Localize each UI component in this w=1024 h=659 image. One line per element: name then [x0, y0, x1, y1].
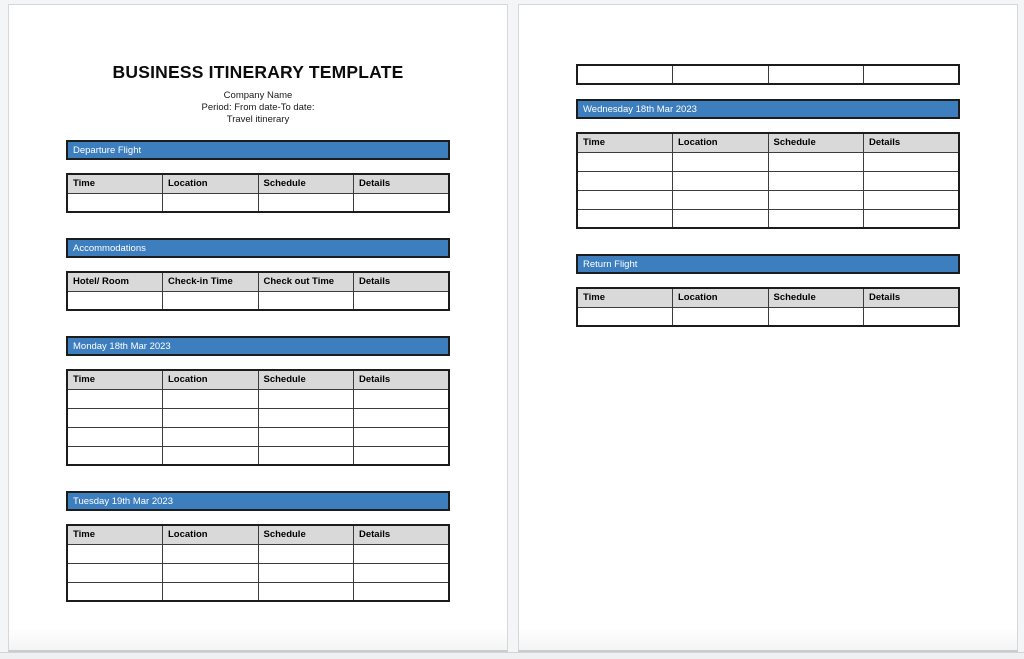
itinerary-table	[66, 369, 450, 466]
empty-cell[interactable]	[67, 446, 163, 465]
column-header: Check out Time	[258, 272, 354, 291]
column-header: Location	[673, 288, 769, 307]
column-header: Time	[67, 174, 163, 193]
column-header: Details	[864, 288, 960, 307]
column-header: Location	[163, 174, 259, 193]
empty-cell[interactable]	[768, 65, 864, 84]
empty-cell[interactable]	[577, 171, 673, 190]
empty-cell[interactable]	[67, 193, 163, 212]
empty-cell[interactable]	[258, 408, 354, 427]
document-subtitle-line: Travel itinerary	[226, 114, 290, 125]
section-header-bar	[576, 254, 960, 274]
section-header-label: Departure Flight	[73, 144, 142, 156]
table-header-row	[67, 272, 449, 291]
table-header-row	[67, 370, 449, 389]
section-header-bar	[66, 140, 450, 160]
table-row	[577, 307, 959, 326]
empty-cell[interactable]	[67, 291, 163, 310]
itinerary-section	[576, 99, 960, 229]
table-row	[67, 193, 449, 212]
empty-cell[interactable]	[258, 291, 354, 310]
empty-cell[interactable]	[577, 307, 673, 326]
section-header-label: Tuesday 19th Mar 2023	[73, 495, 173, 507]
page-1	[8, 4, 508, 652]
column-header: Details	[354, 174, 450, 193]
empty-cell[interactable]	[163, 389, 259, 408]
column-header: Time	[577, 133, 673, 152]
table-row	[67, 544, 449, 563]
column-header: Details	[864, 133, 960, 152]
empty-cell[interactable]	[163, 291, 259, 310]
column-header: Location	[673, 133, 769, 152]
empty-cell[interactable]	[354, 544, 450, 563]
itinerary-section	[66, 238, 450, 311]
column-header: Location	[163, 370, 259, 389]
column-header: Location	[163, 525, 259, 544]
section-header-bar	[576, 99, 960, 119]
page-2	[518, 4, 1018, 652]
table-header-row	[577, 133, 959, 152]
table-row	[67, 582, 449, 601]
empty-cell[interactable]	[768, 209, 864, 228]
table-row	[577, 209, 959, 228]
canvas-bottom-edge	[0, 652, 1024, 659]
table-row	[577, 152, 959, 171]
empty-cell[interactable]	[67, 582, 163, 601]
empty-cell[interactable]	[864, 190, 960, 209]
table-row	[67, 408, 449, 427]
empty-cell[interactable]	[67, 427, 163, 446]
empty-cell[interactable]	[768, 307, 864, 326]
empty-cell[interactable]	[864, 209, 960, 228]
table-header-row	[67, 525, 449, 544]
table-row	[577, 171, 959, 190]
column-header: Details	[354, 370, 450, 389]
section-header-label: Wednesday 18th Mar 2023	[583, 103, 697, 115]
empty-cell[interactable]	[768, 190, 864, 209]
empty-cell[interactable]	[258, 389, 354, 408]
empty-cell[interactable]	[673, 307, 769, 326]
column-header: Time	[67, 370, 163, 389]
section-header-bar	[66, 336, 450, 356]
column-header: Schedule	[768, 133, 864, 152]
document-header	[66, 5, 450, 126]
document-title: BUSINESS ITINERARY TEMPLATE	[112, 62, 404, 82]
empty-cell[interactable]	[258, 446, 354, 465]
section-header-label: Accommodations	[73, 242, 146, 254]
itinerary-section	[66, 491, 450, 602]
empty-cell[interactable]	[354, 427, 450, 446]
table-row	[67, 427, 449, 446]
empty-cell[interactable]	[67, 408, 163, 427]
empty-cell[interactable]	[768, 171, 864, 190]
document-subtitle-line: Period: From date-To date:	[201, 102, 315, 113]
column-header: Details	[354, 525, 450, 544]
empty-cell[interactable]	[577, 65, 673, 84]
empty-cell[interactable]	[673, 190, 769, 209]
document-subtitle-line: Company Name	[223, 90, 293, 101]
empty-cell[interactable]	[163, 427, 259, 446]
table-header-row	[577, 288, 959, 307]
empty-cell[interactable]	[258, 193, 354, 212]
column-header: Check-in Time	[163, 272, 259, 291]
column-header: Time	[67, 525, 163, 544]
continuation-table	[576, 64, 960, 85]
empty-cell[interactable]	[673, 209, 769, 228]
table-row	[577, 65, 959, 84]
table-header-row	[67, 174, 449, 193]
itinerary-table	[66, 524, 450, 602]
section-header-bar	[66, 491, 450, 511]
column-header: Schedule	[258, 174, 354, 193]
itinerary-table	[66, 271, 450, 311]
empty-cell[interactable]	[354, 408, 450, 427]
table-row	[67, 389, 449, 408]
empty-cell[interactable]	[673, 152, 769, 171]
empty-cell[interactable]	[163, 544, 259, 563]
column-header: Details	[354, 272, 450, 291]
empty-cell[interactable]	[354, 291, 450, 310]
empty-cell[interactable]	[258, 563, 354, 582]
itinerary-table	[576, 132, 960, 229]
column-header: Time	[577, 288, 673, 307]
table-row	[577, 190, 959, 209]
empty-cell[interactable]	[163, 446, 259, 465]
table-row	[67, 291, 449, 310]
empty-cell[interactable]	[354, 446, 450, 465]
section-header-bar	[66, 238, 450, 258]
empty-cell[interactable]	[577, 152, 673, 171]
column-header: Schedule	[258, 525, 354, 544]
empty-cell[interactable]	[258, 582, 354, 601]
empty-cell[interactable]	[673, 171, 769, 190]
section-header-label: Monday 18th Mar 2023	[73, 340, 171, 352]
empty-cell[interactable]	[163, 193, 259, 212]
table-row	[67, 563, 449, 582]
itinerary-section	[66, 336, 450, 466]
empty-cell[interactable]	[768, 152, 864, 171]
empty-cell[interactable]	[864, 307, 960, 326]
empty-cell[interactable]	[354, 582, 450, 601]
column-header: Hotel/ Room	[67, 272, 163, 291]
empty-cell[interactable]	[577, 190, 673, 209]
empty-cell[interactable]	[864, 152, 960, 171]
itinerary-section	[66, 140, 450, 213]
itinerary-table	[66, 173, 450, 213]
itinerary-section	[576, 254, 960, 327]
empty-cell[interactable]	[67, 389, 163, 408]
empty-cell[interactable]	[354, 389, 450, 408]
column-header: Schedule	[768, 288, 864, 307]
empty-cell[interactable]	[864, 171, 960, 190]
empty-cell[interactable]	[673, 65, 769, 84]
empty-cell[interactable]	[354, 563, 450, 582]
empty-cell[interactable]	[67, 544, 163, 563]
empty-cell[interactable]	[258, 544, 354, 563]
empty-cell[interactable]	[163, 582, 259, 601]
empty-cell[interactable]	[163, 408, 259, 427]
itinerary-table	[576, 287, 960, 327]
empty-cell[interactable]	[354, 193, 450, 212]
empty-cell[interactable]	[577, 209, 673, 228]
column-header: Schedule	[258, 370, 354, 389]
empty-cell[interactable]	[67, 563, 163, 582]
empty-cell[interactable]	[163, 563, 259, 582]
empty-cell[interactable]	[864, 65, 960, 84]
empty-cell[interactable]	[258, 427, 354, 446]
table-row	[67, 446, 449, 465]
section-header-label: Return Flight	[583, 258, 638, 270]
